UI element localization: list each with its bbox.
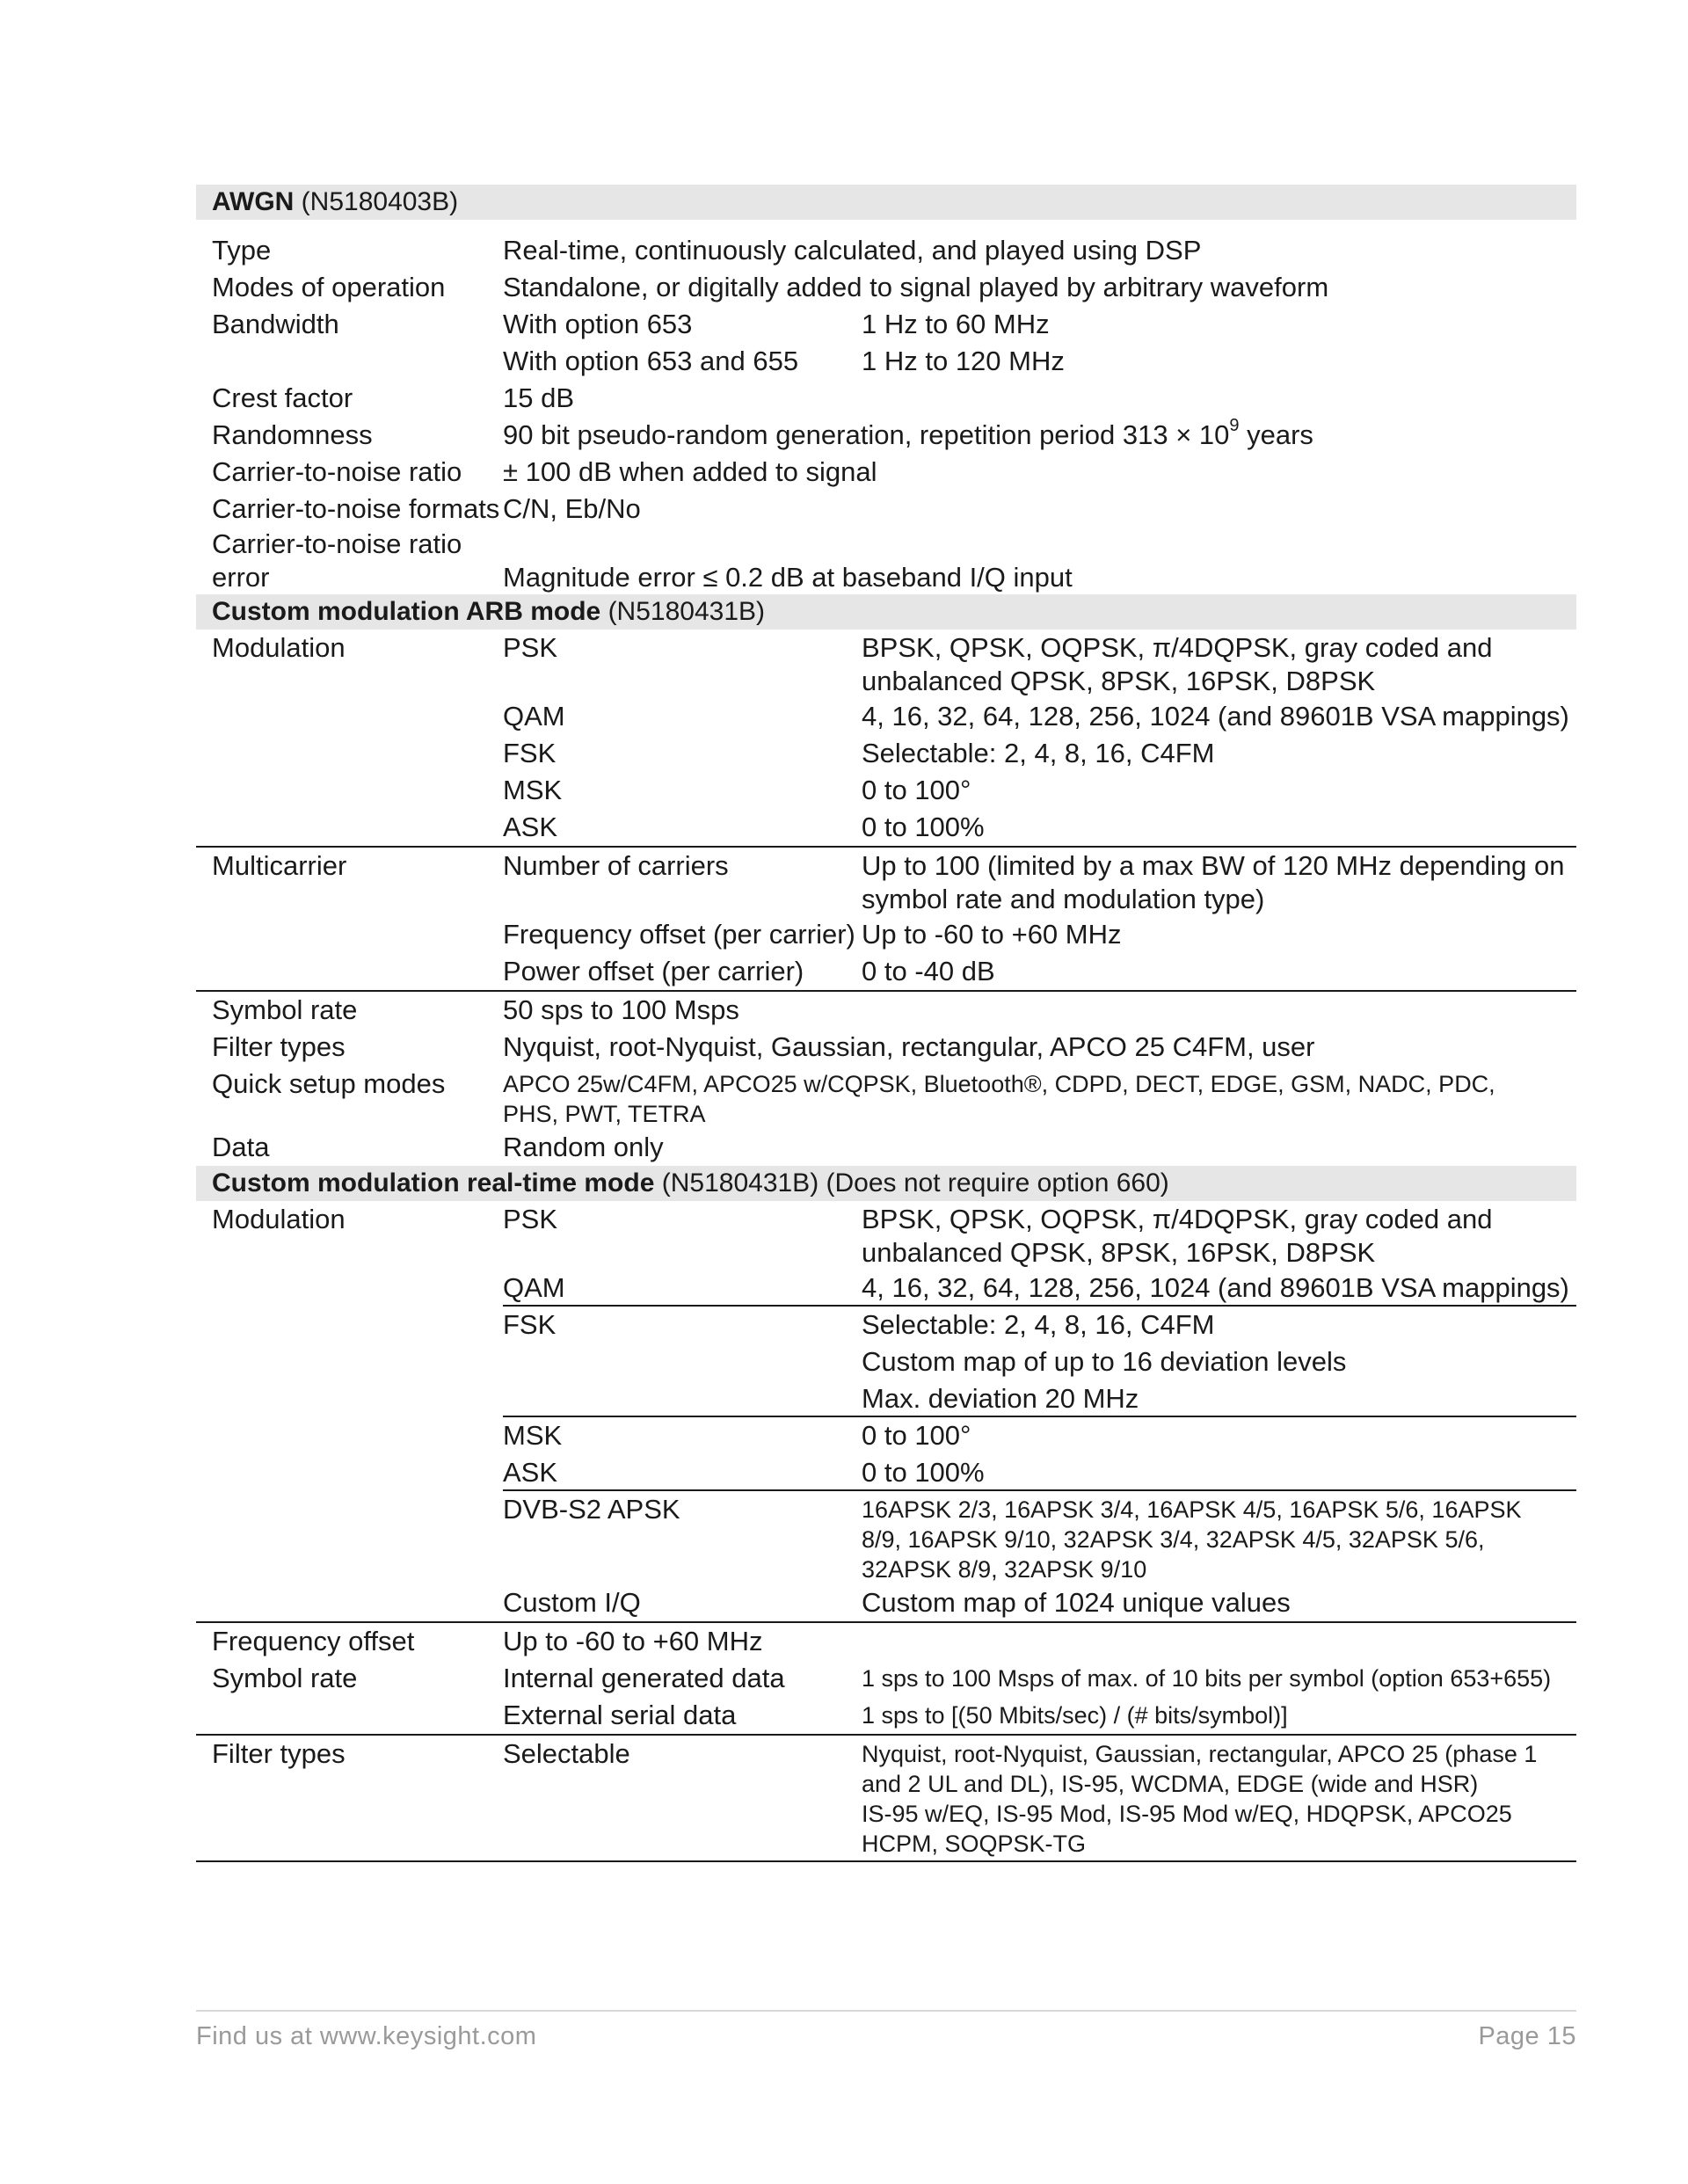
row-value: 0 to 100%	[862, 812, 985, 842]
spec-row	[196, 528, 1576, 594]
spec-row	[196, 380, 1576, 417]
row-label: Carrier-to-noise ratio	[212, 456, 462, 487]
row-sublabel: Frequency offset (per carrier)	[503, 919, 855, 950]
row-label: Filter types	[212, 1031, 346, 1062]
row-sublabel: External serial data	[503, 1700, 737, 1730]
row-label: Carrier-to-noise ratio error	[212, 528, 462, 593]
row-sublabel: Power offset (per carrier)	[503, 956, 804, 986]
spec-row	[196, 772, 1576, 809]
row-label: Frequency offset	[212, 1626, 415, 1656]
spec-row	[196, 1736, 1576, 1862]
spec-row	[196, 1584, 1576, 1623]
row-value: 1 sps to [(50 Mbits/sec) / (# bits/symbol)]	[862, 1702, 1288, 1729]
spec-table	[196, 185, 1576, 1862]
spec-row	[196, 306, 1576, 343]
row-value: C/N, Eb/No	[503, 493, 641, 524]
row-sublabel: FSK	[503, 738, 557, 768]
row-label: Type	[212, 235, 272, 266]
row-label: Quick setup modes	[212, 1068, 446, 1099]
row-sublabel: With option 653	[503, 309, 693, 339]
row-value: 1 Hz to 60 MHz	[862, 309, 1050, 339]
footer-divider	[196, 2010, 1576, 2012]
row-value: 90 bit pseudo-random generation, repetition period $313 \times 10^9$ years	[503, 416, 1313, 450]
row-sublabel: QAM	[503, 1272, 565, 1303]
row-label: Data	[212, 1132, 270, 1162]
row-value: 4, 16, 32, 64, 128, 256, 1024 (and 89601B VSA mappings)	[862, 701, 1569, 732]
row-value: 1 Hz to 120 MHz	[862, 346, 1065, 376]
spec-row	[196, 1270, 1576, 1307]
spec-row	[196, 417, 1576, 454]
row-label: Bandwidth	[212, 309, 339, 339]
row-label: Filter types	[212, 1738, 346, 1769]
row-sublabel: QAM	[503, 701, 565, 732]
row-value: 1 sps to 100 Msps of max. of 10 bits per symbol (option 653+655)	[862, 1665, 1552, 1692]
row-value: 0 to -40 dB	[862, 956, 995, 986]
row-value: Up to 100 (limited by a max BW of 120 MHz depending on symbol rate and modulation type)	[862, 850, 1565, 914]
spec-row	[196, 491, 1576, 528]
row-value: 4, 16, 32, 64, 128, 256, 1024 (and 89601B VSA mappings)	[862, 1272, 1569, 1303]
spec-row	[196, 916, 1576, 953]
row-value: 50 sps to 100 Msps	[503, 994, 739, 1025]
row-label: Carrier-to-noise formats	[212, 493, 500, 524]
row-label: Modes of operation	[212, 272, 446, 302]
spec-row	[196, 698, 1576, 735]
spec-row	[196, 1066, 1576, 1129]
spec-row	[196, 1697, 1576, 1736]
rt-section-header	[196, 1166, 1576, 1201]
arb-title: Custom modulation ARB mode	[212, 597, 601, 626]
row-value: APCO 25w/C4FM, APCO25 w/CQPSK, Bluetooth®, CDPD, DECT, EDGE, GSM, NADC, PDC, PHS, PWT, TETRA	[503, 1071, 1495, 1127]
row-label: Randomness	[212, 419, 373, 450]
row-label: Symbol rate	[212, 994, 358, 1025]
row-value: Nyquist, root-Nyquist, Gaussian, rectangular, APCO 25 (phase 1 and 2 UL and DL), IS-95, WCDMA, EDGE (wide and HSR) IS-95 w/EQ, IS-95 Mod, IS-95 Mod w/EQ, HDQPSK, APCO25 HCPM, SOQPSK-TG	[862, 1741, 1538, 1857]
row-sublabel: Internal generated data	[503, 1663, 785, 1693]
row-value: Standalone, or digitally added to signal played by arbitrary waveform	[503, 272, 1329, 302]
row-sublabel: DVB-S2 APSK	[503, 1494, 680, 1525]
spec-row	[196, 953, 1576, 992]
spec-row	[196, 232, 1576, 269]
row-sublabel: Number of carriers	[503, 850, 729, 881]
row-value: Nyquist, root-Nyquist, Gaussian, rectangular, APCO 25 C4FM, user	[503, 1031, 1315, 1062]
row-value: 0 to 100%	[862, 1457, 985, 1488]
arb-section-header	[196, 594, 1576, 630]
row-value: Random only	[503, 1132, 664, 1162]
row-label: Multicarrier	[212, 850, 347, 881]
row-value: ± 100 dB when added to signal	[503, 456, 877, 487]
footer-page-number: Page 15	[1478, 2022, 1576, 2050]
row-label: Modulation	[212, 632, 346, 663]
awgn-title: AWGN	[212, 187, 295, 216]
row-value: Selectable: 2, 4, 8, 16, C4FM	[862, 738, 1215, 768]
spec-row	[196, 809, 1576, 848]
spec-row	[196, 1623, 1576, 1660]
spec-row	[196, 630, 1576, 698]
row-sublabel: PSK	[503, 1204, 558, 1234]
row-value: Custom map of 1024 unique values	[862, 1587, 1291, 1618]
arb-code: (N5180431B)	[608, 597, 766, 626]
spec-row	[196, 735, 1576, 772]
spec-row	[196, 1307, 1576, 1417]
row-label: Modulation	[212, 1204, 346, 1234]
row-sublabel: FSK	[503, 1309, 557, 1340]
row-sublabel: MSK	[503, 1420, 563, 1451]
spec-row	[196, 1660, 1576, 1697]
row-label: Crest factor	[212, 382, 353, 413]
row-sublabel: ASK	[503, 1457, 558, 1488]
row-value: Up to -60 to +60 MHz	[503, 1626, 763, 1656]
row-value: Magnitude error ≤ 0.2 dB at baseband I/Q input	[503, 562, 1073, 593]
row-value: 0 to 100°	[862, 775, 971, 805]
spec-row	[196, 1129, 1576, 1166]
row-value: Selectable: 2, 4, 8, 16, C4FM Custom map of up to 16 deviation levels Max. deviation 20 MHz	[862, 1309, 1347, 1414]
row-sublabel: Custom I/Q	[503, 1587, 641, 1618]
spec-row	[196, 1417, 1576, 1454]
row-label: Symbol rate	[212, 1663, 358, 1693]
row-value: BPSK, QPSK, OQPSK, π/4DQPSK, gray coded and unbalanced QPSK, 8PSK, 16PSK, D8PSK	[862, 1204, 1493, 1268]
row-value: BPSK, QPSK, OQPSK, π/4DQPSK, gray coded and unbalanced QPSK, 8PSK, 16PSK, D8PSK	[862, 632, 1493, 696]
rt-code: (N5180431B) (Does not require option 660)	[661, 1168, 1169, 1198]
spec-row	[196, 343, 1576, 380]
row-value: 15 dB	[503, 382, 575, 413]
row-sublabel: ASK	[503, 812, 558, 842]
row-sublabel: With option 653 and 655	[503, 346, 799, 376]
row-value: Up to -60 to +60 MHz	[862, 919, 1122, 950]
spec-row	[196, 1491, 1576, 1584]
spec-row	[196, 454, 1576, 491]
awgn-code: (N5180403B)	[301, 187, 459, 216]
spec-row	[196, 269, 1576, 306]
spec-row	[196, 1201, 1576, 1270]
footer-website: Find us at www.keysight.com	[196, 2022, 537, 2050]
row-value: Real-time, continuously calculated, and played using DSP	[503, 235, 1202, 266]
row-sublabel: PSK	[503, 632, 558, 663]
rt-title: Custom modulation real-time mode	[212, 1168, 655, 1198]
spec-row	[196, 1029, 1576, 1066]
awgn-section-header	[196, 185, 1576, 220]
spec-row	[196, 992, 1576, 1029]
spec-row	[196, 848, 1576, 916]
row-sublabel: MSK	[503, 775, 563, 805]
spec-row	[196, 1454, 1576, 1491]
row-value: 0 to 100°	[862, 1420, 971, 1451]
row-sublabel: Selectable	[503, 1738, 630, 1769]
row-value: 16APSK 2/3, 16APSK 3/4, 16APSK 4/5, 16APSK 5/6, 16APSK 8/9, 16APSK 9/10, 32APSK 3/4, 32APSK 4/5, 32APSK 5/6, 32APSK 8/9, 32APSK 9/10	[862, 1496, 1522, 1583]
